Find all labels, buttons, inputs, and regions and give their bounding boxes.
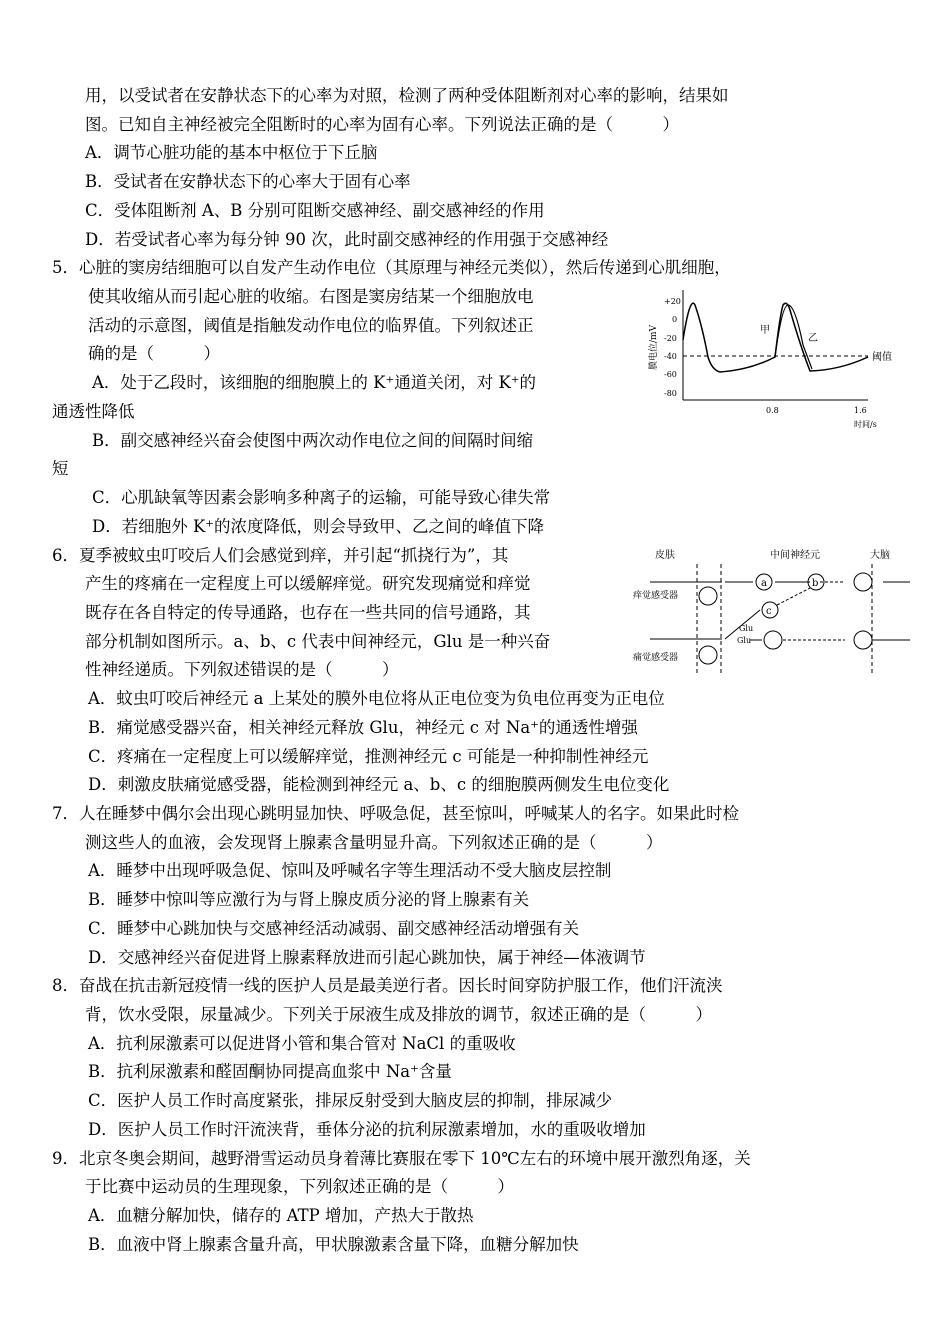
- y-tick: +20: [664, 297, 681, 306]
- text-line: B．睡梦中惊叫等应激行为与肾上腺皮质分泌的肾上腺素有关: [88, 890, 530, 910]
- text-line: 用，以受试者在安静状态下的心率为对照，检测了两种受体阻断剂对心率的影响，结果如: [85, 86, 729, 105]
- text-line: D．医护人员工作时汗流浃背，垂体分泌的抗利尿激素增加，水的重吸收增加: [88, 1119, 646, 1139]
- text-line: D．刺激皮肤痛觉感受器，能检测到神经元 a、b、c 的细胞膜两侧发生电位变化: [88, 775, 670, 795]
- text-line: C．医护人员工作时高度紧张，排尿反射受到大脑皮层的抑制，排尿减少: [88, 1091, 613, 1111]
- text-line: B．血液中肾上腺素含量升高，甲状腺激素含量下降，血糖分解加快: [88, 1234, 579, 1254]
- text-line: B．受试者在安静状态下的心率大于固有心率: [85, 172, 411, 192]
- text-line: 部分机制如图所示。a、b、c 代表中间神经元，Glu 是一种兴奋: [85, 631, 551, 651]
- text-line: 既存在各自特定的传导通路，也存在一些共同的信号通路，其: [85, 602, 531, 622]
- itch-pain-pathway-figure: [625, 540, 915, 675]
- label-jia: 甲: [760, 325, 770, 336]
- threshold-label: 阈值: [872, 352, 892, 363]
- glu-label: Glu: [737, 636, 752, 645]
- y-tick: -40: [664, 352, 677, 361]
- x-tick: 0.8: [766, 406, 779, 415]
- text-line: 使其收缩从而引起心脏的收缩。右图是窦房结某一个细胞放电: [88, 287, 534, 307]
- text-line: 产生的疼痛在一定程度上可以缓解痒觉。研究发现痛觉和痒觉: [85, 574, 531, 594]
- text-line: C．睡梦中心跳加快与交感神经活动减弱、副交感神经活动增强有关: [88, 918, 580, 938]
- text-line: A．处于乙段时，该细胞的细胞膜上的 K⁺通道关闭，对 K⁺的: [92, 373, 536, 393]
- pain-receptor-label: 痛觉感受器: [633, 653, 679, 663]
- text-line: 短: [52, 459, 69, 479]
- text-line: A．睡梦中出现呼吸急促、惊叫及呼喊名字等生理活动不受大脑皮层控制: [88, 861, 612, 881]
- glu-label: Glu: [739, 624, 754, 633]
- y-tick: 0: [672, 315, 678, 324]
- text-line: C．受体阻断剂 A、B 分别可阻断交感神经、副交感神经的作用: [85, 200, 545, 220]
- x-axis-label: 时间/s: [854, 420, 877, 429]
- text-line: B．副交感神经兴奋会使图中两次动作电位之间的间隔时间缩: [92, 430, 534, 450]
- interneuron-label: 中间神经元: [770, 550, 820, 561]
- text-line: D．若细胞外 K⁺的浓度降低，则会导致甲、乙之间的峰值下降: [92, 516, 545, 536]
- text-line: C．疼痛在一定程度上可以缓解痒觉，推测神经元 c 可能是一种抑制性神经元: [88, 746, 649, 766]
- text-line: 背，饮水受限，尿量减少。下列关于尿液生成及排放的调节，叙述正确的是（ ）: [85, 1005, 712, 1025]
- y-tick: -20: [664, 334, 677, 343]
- neuron-b: b: [812, 578, 819, 589]
- text-line: 于比赛中运动员的生理现象，下列叙述正确的是（ ）: [85, 1177, 514, 1197]
- text-line: B．抗利尿激素和醛固酮协同提高血浆中 Na⁺含量: [88, 1062, 452, 1082]
- text-line: 活动的示意图，阈值是指触发动作电位的临界值。下列叙述正: [88, 315, 534, 335]
- text-line: A．抗利尿激素可以促进肾小管和集合管对 NaCl 的重吸收: [88, 1033, 516, 1053]
- text-line: 7．人在睡梦中偶尔会出现心跳明显加快、呼吸急促，甚至惊叫，呼喊某人的名字。如果此时检: [52, 804, 739, 823]
- skin-label: 皮肤: [655, 550, 675, 561]
- text-line: 图。已知自主神经被完全阻断时的心率为固有心率。下列说法正确的是（ ）: [85, 114, 679, 134]
- y-axis-label: 膜电位/mV: [649, 324, 659, 370]
- text-line: 测这些人的血液，会发现肾上腺素含量明显升高。下列叙述正确的是（ ）: [85, 832, 663, 852]
- neuron-c: c: [766, 606, 772, 617]
- y-tick: -80: [664, 389, 677, 398]
- x-tick: 1.6: [854, 406, 867, 415]
- text-line: 6．夏季被蚊虫叮咬后人们会感觉到痒，并引起“抓挠行为”，其: [52, 545, 509, 565]
- text-line: D．交感神经兴奋促进肾上腺素释放进而引起心跳加快，属于神经—体液调节: [88, 947, 646, 967]
- neuron-a: a: [761, 578, 767, 589]
- text-line: 8．奋战在抗击新冠疫情一线的医护人员是最美逆行者。因长时间穿防护服工作，他们汗流浃: [52, 976, 723, 996]
- text-line: 性神经递质。下列叙述错误的是（ ）: [85, 660, 399, 680]
- label-yi: 乙: [808, 333, 818, 344]
- text-line: B．痛觉感受器兴奋，相关神经元释放 Glu，神经元 c 对 Na⁺的通透性增强: [88, 717, 638, 737]
- text-line: A．蚊虫叮咬后神经元 a 上某处的膜外电位将从正电位变为负电位再变为正电位: [88, 689, 665, 709]
- text-line: 确的是（ ）: [88, 344, 220, 364]
- action-potential-figure: [640, 285, 910, 435]
- text-line: C．心肌缺氧等因素会影响多种离子的运输，可能导致心律失常: [92, 488, 551, 508]
- itch-receptor-label: 痒觉感受器: [633, 591, 679, 601]
- text-line: A．血糖分解加快，储存的 ATP 增加，产热大于散热: [88, 1206, 474, 1226]
- text-line: 9．北京冬奥会期间，越野滑雪运动员身着薄比赛服在零下 10℃左右的环境中展开激烈角逐，关: [52, 1148, 751, 1168]
- text-line: A．调节心脏功能的基本中枢位于下丘脑: [85, 143, 378, 163]
- brain-label: 大脑: [870, 550, 890, 561]
- text-line: 通透性降低: [52, 401, 135, 421]
- y-tick: -60: [664, 370, 677, 379]
- text-line: D．若受试者心率为每分钟 90 次，此时副交感神经的作用强于交感神经: [85, 229, 609, 249]
- text-line: 5．心脏的窦房结细胞可以自发产生动作电位（其原理与神经元类似），然后传递到心肌细胞，: [52, 258, 731, 278]
